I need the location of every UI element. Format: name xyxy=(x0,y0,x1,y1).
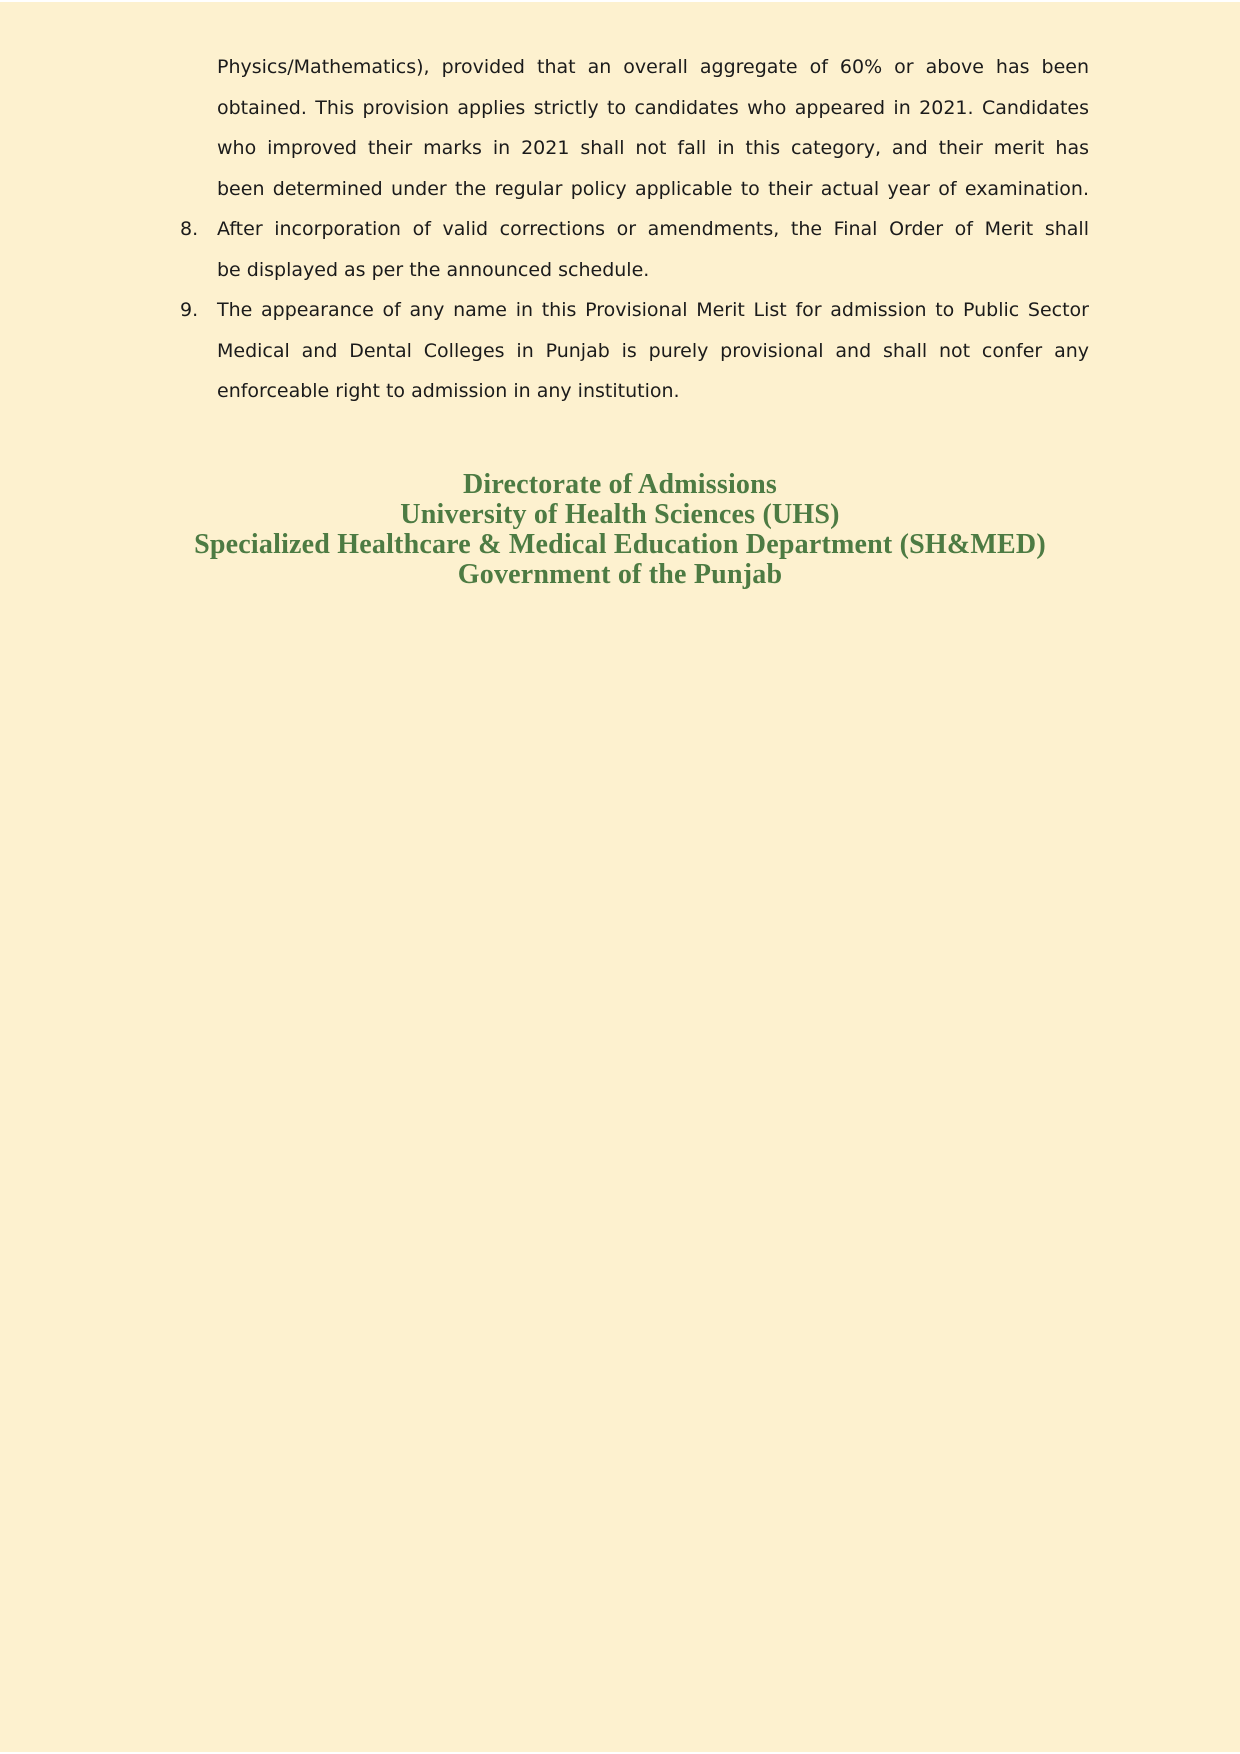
document-page xyxy=(0,2,1240,1752)
signature-line: Directorate of Admissions xyxy=(463,469,777,500)
paragraph-line: been determined under the regular policy applicable to their actual year of examination. xyxy=(217,177,1089,200)
signature-line: University of Health Sciences (UHS) xyxy=(400,499,840,530)
paragraph-line: After incorporation of valid corrections or amendments, the Final Order of Merit shall xyxy=(217,218,1089,240)
list-number: 8. xyxy=(180,218,199,240)
paragraph-line: The appearance of any name in this Provisional Merit List for admission to Public Sector xyxy=(217,299,1089,321)
list-item-text xyxy=(217,290,1089,412)
paragraph-line: Physics/Mathematics), provided that an overall aggregate of 60% or above has been xyxy=(217,56,1089,78)
signature-line: Government of the Punjab xyxy=(457,559,783,590)
list-item-text xyxy=(217,209,1089,290)
page-content xyxy=(180,47,1089,412)
paragraph-line: be displayed as per the announced schedule. xyxy=(217,258,650,281)
numbered-item-9 xyxy=(180,290,1089,412)
list-number: 9. xyxy=(180,299,199,321)
signature-block xyxy=(0,470,1240,590)
paragraph-continuation xyxy=(217,47,1089,209)
numbered-item-8 xyxy=(180,209,1089,290)
signature-line: Specialized Healthcare & Medical Education Department (SH&MED) xyxy=(194,529,1046,560)
paragraph-line: enforceable right to admission in any institution. xyxy=(217,380,680,402)
paragraph-line: who improved their marks in 2021 shall not fall in this category, and their merit has xyxy=(217,137,1089,159)
paragraph-line: obtained. This provision applies strictly to candidates who appeared in 2021. Candidates xyxy=(217,96,1089,119)
paragraph-line: Medical and Dental Colleges in Punjab is purely provisional and shall not confer any xyxy=(217,339,1089,362)
